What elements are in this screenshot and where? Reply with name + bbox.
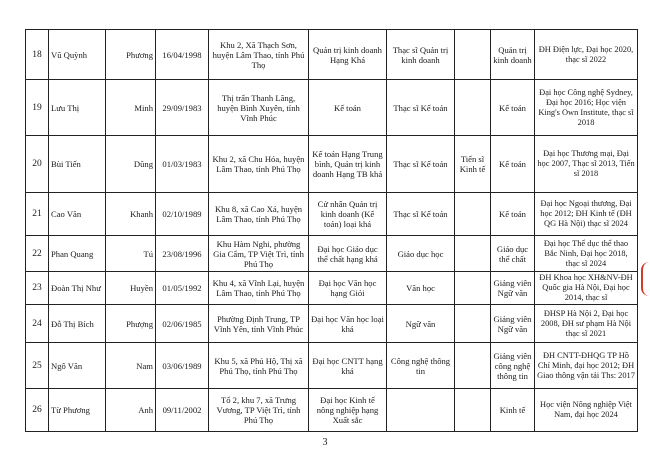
doctorate-cell bbox=[455, 305, 491, 343]
birth-date-cell: 09/11/2002 bbox=[156, 389, 209, 432]
birth-date-cell: 02/10/1989 bbox=[156, 193, 209, 236]
row-number: 24 bbox=[26, 305, 49, 343]
notes-cell: ĐH Khoa học XH&NV-ĐH Quốc gia Hà Nội, Đại học 2014, thạc sĩ bbox=[535, 272, 638, 305]
given-name-cell: Minh bbox=[106, 80, 156, 136]
doctorate-cell bbox=[455, 389, 491, 432]
given-name-cell: Dũng bbox=[106, 136, 156, 193]
surname-cell: Phan Quang bbox=[49, 236, 106, 272]
hometown-cell: Khu 8, xã Cao Xá, huyện Lâm Thao, tỉnh Phú Thọ bbox=[209, 193, 309, 236]
major-degree-cell: Đại học Văn học hạng Giỏi bbox=[309, 272, 387, 305]
birth-date-cell: 29/09/1983 bbox=[156, 80, 209, 136]
doctorate-cell bbox=[455, 30, 491, 80]
specialty-cell: Kế toán bbox=[491, 136, 535, 193]
doctorate-cell bbox=[455, 272, 491, 305]
major-degree-cell: Kế toán bbox=[309, 80, 387, 136]
hometown-cell: Khu 5, xã Phú Hộ, Thị xã Phú Thọ, tỉnh Phú Thọ bbox=[209, 343, 309, 389]
page-number: 3 bbox=[322, 437, 328, 448]
specialty-cell: Giảng viên công nghệ thông tin bbox=[491, 343, 535, 389]
row-number: 23 bbox=[26, 272, 49, 305]
major-degree-cell: Kế toán Hạng Trung bình, Quản trị kinh doanh Hạng TB khá bbox=[309, 136, 387, 193]
hometown-cell: Khu 4, xã Vĩnh Lại, huyện Lâm Thao, tỉnh Phú Thọ bbox=[209, 272, 309, 305]
table-row bbox=[26, 136, 638, 193]
doctorate-cell bbox=[455, 236, 491, 272]
hometown-cell: Khu 2, Xã Thạch Sơn, huyện Lâm Thao, tỉnh Phú Thọ bbox=[209, 30, 309, 80]
masters-cell: Thạc sĩ Quản trị kinh doanh bbox=[387, 30, 455, 80]
doctorate-cell bbox=[455, 193, 491, 236]
notes-cell: Đại học Ngoại thương, Đại học 2012; ĐH Kinh tế (ĐH QG Hà Nội) thạc sĩ 2024 bbox=[535, 193, 638, 236]
masters-cell bbox=[387, 389, 455, 432]
masters-cell: Văn học bbox=[387, 272, 455, 305]
surname-cell: Lưu Thị bbox=[49, 80, 106, 136]
doctorate-cell bbox=[455, 80, 491, 136]
given-name-cell: Huyền bbox=[106, 272, 156, 305]
birth-date-cell: 03/06/1989 bbox=[156, 343, 209, 389]
row-number: 21 bbox=[26, 193, 49, 236]
notes-cell: ĐH Điện lực, Đại học 2020, thạc sĩ 2022 bbox=[535, 30, 638, 80]
doctorate-cell bbox=[455, 343, 491, 389]
birth-date-cell: 01/03/1983 bbox=[156, 136, 209, 193]
specialty-cell: Kinh tế bbox=[491, 389, 535, 432]
major-degree-cell: Đại học Kinh tế nông nghiệp hạng Xuất sắc bbox=[309, 389, 387, 432]
masters-cell: Thạc sĩ Kế toán bbox=[387, 80, 455, 136]
table-row bbox=[26, 193, 638, 236]
surname-cell: Cao Văn bbox=[49, 193, 106, 236]
major-degree-cell: Cử nhân Quản trị kinh doanh (Kế toán) loại khá bbox=[309, 193, 387, 236]
table-row bbox=[26, 236, 638, 272]
surname-cell: Vũ Quỳnh bbox=[49, 30, 106, 80]
hometown-cell: Khu 2, xã Chu Hóa, huyện Lâm Thao, tỉnh Phú Thọ bbox=[209, 136, 309, 193]
surname-cell: Từ Phương bbox=[49, 389, 106, 432]
specialty-cell: Kế toán bbox=[491, 80, 535, 136]
hometown-cell: Thị trấn Thanh Lãng, huyện Bình Xuyên, tỉnh Vĩnh Phúc bbox=[209, 80, 309, 136]
row-number: 26 bbox=[26, 389, 49, 432]
specialty-cell: Giảng viên Ngữ văn bbox=[491, 305, 535, 343]
masters-cell: Ngữ văn bbox=[387, 305, 455, 343]
given-name-cell: Nam bbox=[106, 343, 156, 389]
given-name-cell: Khanh bbox=[106, 193, 156, 236]
staff-table bbox=[25, 29, 638, 432]
specialty-cell: Giáo dục thể chất bbox=[491, 236, 535, 272]
notes-cell: Đại học Thể dục thể thao Bắc Ninh, Đại học 2018, thạc sĩ 2024 bbox=[535, 236, 638, 272]
hometown-cell: Tổ 2, khu 7, xã Trưng Vương, TP Việt Trì, tỉnh Phú Thọ bbox=[209, 389, 309, 432]
table-row bbox=[26, 272, 638, 305]
major-degree-cell: Đại học CNTT hạng khá bbox=[309, 343, 387, 389]
notes-cell: Đại học Thương mại, Đại học 2007, Thạc sĩ 2013, Tiến sĩ 2018 bbox=[535, 136, 638, 193]
masters-cell: Thạc sĩ Kế toán bbox=[387, 193, 455, 236]
surname-cell: Ngô Văn bbox=[49, 343, 106, 389]
notes-cell: ĐHSP Hà Nội 2, Đại học 2008, ĐH sư phạm Hà Nội thạc sĩ 2021 bbox=[535, 305, 638, 343]
surname-cell: Bùi Tiến bbox=[49, 136, 106, 193]
surname-cell: Đỗ Thị Bích bbox=[49, 305, 106, 343]
table-row bbox=[26, 343, 638, 389]
masters-cell: Công nghệ thông tin bbox=[387, 343, 455, 389]
notes-cell: Đại học Công nghệ Sydney, Đại học 2016; Học viện King's Own Institute, thạc sĩ 2018 bbox=[535, 80, 638, 136]
birth-date-cell: 01/05/1992 bbox=[156, 272, 209, 305]
birth-date-cell: 23/08/1996 bbox=[156, 236, 209, 272]
specialty-cell: Quản trị kinh doanh bbox=[491, 30, 535, 80]
surname-cell: Đoàn Thị Như bbox=[49, 272, 106, 305]
table-row bbox=[26, 389, 638, 432]
given-name-cell: Anh bbox=[106, 389, 156, 432]
given-name-cell: Phượng bbox=[106, 305, 156, 343]
table-row bbox=[26, 80, 638, 136]
specialty-cell: Kế toán bbox=[491, 193, 535, 236]
row-number: 22 bbox=[26, 236, 49, 272]
notes-cell: ĐH CNTT-ĐHQG TP Hồ Chí Minh, đại học 2012; ĐH Giao thông vận tải Ths: 2017 bbox=[535, 343, 638, 389]
row-number: 19 bbox=[26, 80, 49, 136]
hometown-cell: Phường Định Trung, TP Vĩnh Yên, tỉnh Vĩnh Phúc bbox=[209, 305, 309, 343]
table-row bbox=[26, 30, 638, 80]
hometown-cell: Khu Hàm Nghi, phường Gia Cẩm, TP Việt Trì, tỉnh Phú Thọ bbox=[209, 236, 309, 272]
red-seal-fragment bbox=[641, 262, 650, 296]
masters-cell: Thạc sĩ Kế toán bbox=[387, 136, 455, 193]
major-degree-cell: Đại học Văn học loại khá bbox=[309, 305, 387, 343]
birth-date-cell: 02/06/1985 bbox=[156, 305, 209, 343]
given-name-cell: Tú bbox=[106, 236, 156, 272]
doctorate-cell: Tiến sĩ Kinh tế bbox=[455, 136, 491, 193]
masters-cell: Giáo dục học bbox=[387, 236, 455, 272]
notes-cell: Học viện Nông nghiệp Việt Nam, đại học 2024 bbox=[535, 389, 638, 432]
row-number: 18 bbox=[26, 30, 49, 80]
major-degree-cell: Đại học Giáo dục thể chất hạng khá bbox=[309, 236, 387, 272]
table-row bbox=[26, 305, 638, 343]
birth-date-cell: 16/04/1998 bbox=[156, 30, 209, 80]
given-name-cell: Phương bbox=[106, 30, 156, 80]
row-number: 20 bbox=[26, 136, 49, 193]
row-number: 25 bbox=[26, 343, 49, 389]
major-degree-cell: Quản trị kinh doanh Hạng Khá bbox=[309, 30, 387, 80]
specialty-cell: Giảng viên Ngữ văn bbox=[491, 272, 535, 305]
